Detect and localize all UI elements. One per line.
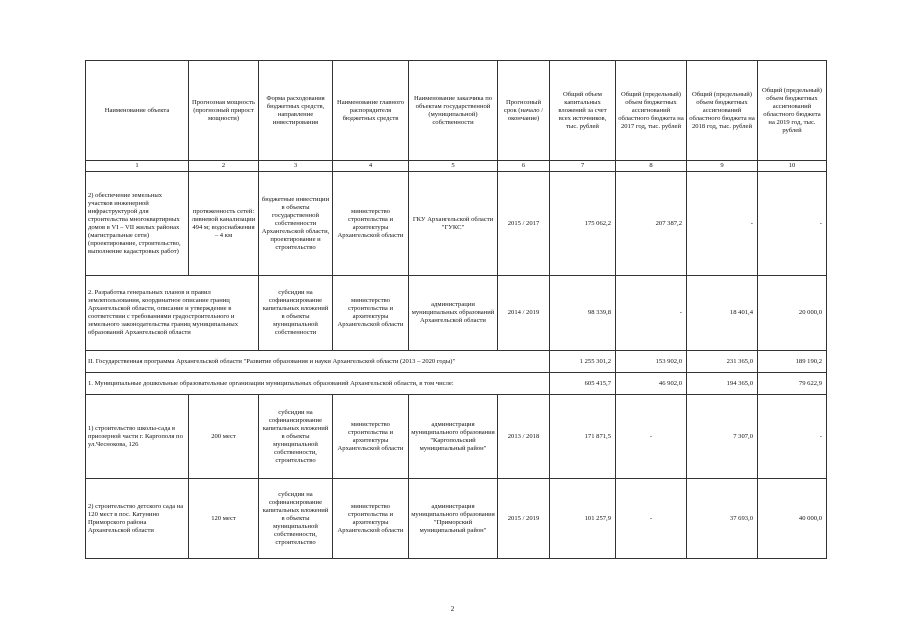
page-number: 2	[450, 605, 455, 613]
capacity: 200 мест	[189, 395, 259, 479]
total-amount: 101 257,9	[550, 479, 616, 559]
amount-2018: 231 365,0	[687, 351, 758, 373]
term: 2015 / 2017	[498, 172, 550, 276]
header-name: Наименование объекта	[86, 61, 189, 161]
spending-form: субсидии на софинансирование капитальных вложений в объекты муниципальной собственности, строительство	[259, 479, 333, 559]
customer: администрации муниципальных образований Архангельской области	[409, 276, 498, 351]
header-row	[86, 61, 827, 161]
table-row	[86, 395, 827, 479]
budget-manager: министерство строительства и архитектуры Архангельской области	[333, 395, 409, 479]
program-name: II. Государственная программа Архангельской области "Развитие образования и науки Архангельской области (2013 – 2020 годы)"	[86, 351, 550, 373]
column-number: 4	[333, 161, 409, 172]
capacity: протяженность сетей: ливневой канализации 494 м; водоснабжения – 4 км	[189, 172, 259, 276]
column-number: 1	[86, 161, 189, 172]
total-amount: 171 871,5	[550, 395, 616, 479]
amount-2019: 189 190,2	[758, 351, 827, 373]
spending-form: бюджетные инвестиции в объекты государственной собственности Архангельской области, проектирование и строительство	[259, 172, 333, 276]
amount-2017: 153 902,0	[616, 351, 687, 373]
table-row	[86, 172, 827, 276]
header-capacity: Прогнозная мощность (прогнозный прирост мощности)	[189, 61, 259, 161]
amount-2019: 20 000,0	[758, 276, 827, 351]
customer: администрация муниципального образования "Каргопольский муниципальный район"	[409, 395, 498, 479]
table-row	[86, 479, 827, 559]
column-number: 5	[409, 161, 498, 172]
column-number: 2	[189, 161, 259, 172]
amount-2019: -	[758, 395, 827, 479]
column-number-row	[86, 161, 827, 172]
column-number: 7	[550, 161, 616, 172]
column-number: 10	[758, 161, 827, 172]
spending-form: субсидии на софинансирование капитальных вложений в объекты муниципальной собственности	[259, 276, 333, 351]
budget-manager: министерство строительства и архитектуры Архангельской области	[333, 276, 409, 351]
column-number: 8	[616, 161, 687, 172]
header-2018: Общий (предельный) объем бюджетных ассигнований областного бюджета на 2018 год, тыс. рублей	[687, 61, 758, 161]
amount-2017: -	[616, 479, 687, 559]
header-2017: Общий (предельный) объем бюджетных ассигнований областного бюджета на 2017 год, тыс. рублей	[616, 61, 687, 161]
section-name: 1. Муниципальные дошкольные образовательные организации муниципальных образований Архангельской области, в том числе:	[86, 373, 550, 395]
amount-2017: -	[616, 395, 687, 479]
amount-2018: 7 307,0	[687, 395, 758, 479]
total-amount: 605 415,7	[550, 373, 616, 395]
capital-investments-table	[85, 60, 827, 559]
term: 2014 / 2019	[498, 276, 550, 351]
table-row	[86, 373, 827, 395]
amount-2019: 79 622,9	[758, 373, 827, 395]
table-row	[86, 351, 827, 373]
column-number: 3	[259, 161, 333, 172]
amount-2019: -	[758, 172, 827, 276]
term: 2015 / 2019	[498, 479, 550, 559]
amount-2017: 207 387,2	[616, 172, 687, 276]
object-name: 2) строительство детского сада на 120 мест в пос. Катунино Приморского района Архангельской области	[86, 479, 189, 559]
amount-2018: 18 401,4	[687, 276, 758, 351]
header-total: Общий объем капитальных вложений за счет всех источников, тыс. рублей	[550, 61, 616, 161]
amount-2017: -	[616, 276, 687, 351]
header-manager: Наименование главного распорядителя бюджетных средств	[333, 61, 409, 161]
header-form: Форма расходования бюджетных средств, направление инвестирования	[259, 61, 333, 161]
header-customer: Наименование заказчика по объектам государственной (муниципальной) собственности	[409, 61, 498, 161]
amount-2018: -	[687, 172, 758, 276]
capacity: 120 мест	[189, 479, 259, 559]
amount-2018: 194 365,0	[687, 373, 758, 395]
header-2019: Общий (предельный) объем бюджетных ассигнований областного бюджета на 2019 год, тыс. рублей	[758, 61, 827, 161]
total-amount: 1 255 301,2	[550, 351, 616, 373]
budget-manager: министерство строительства и архитектуры Архангельской области	[333, 479, 409, 559]
total-amount: 175 062,2	[550, 172, 616, 276]
amount-2019: 40 000,0	[758, 479, 827, 559]
total-amount: 98 339,8	[550, 276, 616, 351]
column-number: 6	[498, 161, 550, 172]
column-number: 9	[687, 161, 758, 172]
table-row	[86, 276, 827, 351]
amount-2017: 46 902,0	[616, 373, 687, 395]
header-term: Прогнозный срок (начало / окончание)	[498, 61, 550, 161]
object-name: 2) обеспечение земельных участков инженерной инфраструктурой для строительства многоквартирных домов в VI – VII жилых районах (магистральные сети) (проектирование, строительство, выполнение кадастровых работ)	[86, 172, 189, 276]
object-name: 2. Разработка генеральных планов и правил землепользования, координатное описание границ Архангельской области, описание и утверждение в соответствии с требованиями градостроительного и земельного законодательства границ муниципальных образований Архангельской области	[86, 276, 259, 351]
term: 2013 / 2018	[498, 395, 550, 479]
budget-manager: министерство строительства и архитектуры Архангельской области	[333, 172, 409, 276]
object-name: 1) строительство школы-сада в приозерной части г. Каргополя по ул.Чеснокова, 126	[86, 395, 189, 479]
customer: ГКУ Архангельской области "ГУКС"	[409, 172, 498, 276]
amount-2018: 37 693,0	[687, 479, 758, 559]
customer: администрация муниципального образования "Приморский муниципальный район"	[409, 479, 498, 559]
spending-form: субсидии на софинансирование капитальных вложений в объекты муниципальной собственности, строительство	[259, 395, 333, 479]
